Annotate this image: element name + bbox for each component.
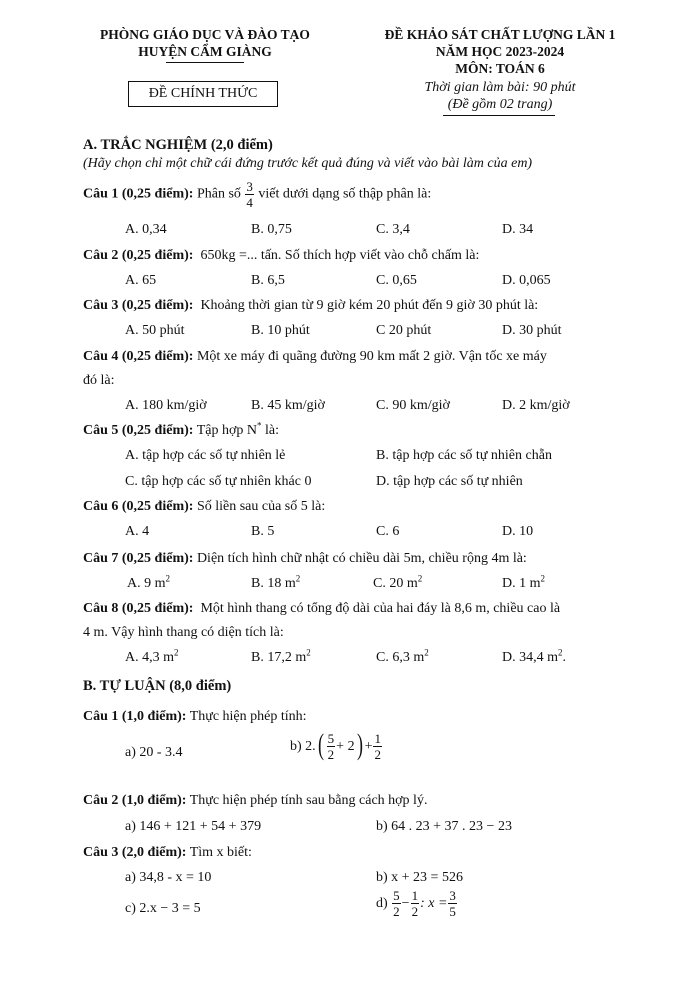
- option-b[interactable]: B. 6,5: [251, 273, 285, 288]
- fraction: $\frac{3}{4}$: [246, 179, 253, 210]
- option-a[interactable]: A. 0,34: [125, 222, 167, 237]
- option-c[interactable]: C. 6: [376, 524, 400, 539]
- option-c[interactable]: C. 6,3 $m^2$: [376, 647, 429, 665]
- question-label: Câu 8 (0,25 điểm):: [83, 601, 194, 616]
- department-name: PHÒNG GIÁO DỤC VÀ ĐÀO TẠO: [100, 27, 310, 42]
- question-text: Khoảng thời gian từ 9 giờ kém 20 phút đến 9 giờ 30 phút là:: [200, 298, 539, 313]
- question-4: [83, 349, 547, 365]
- question-text: Một hình thang có tổng độ dài của hai đáy là 8,6 m, chiều cao là: [200, 601, 561, 616]
- option-c[interactable]: C. 20 $m^2$: [373, 573, 423, 591]
- option-c[interactable]: C. 0,65: [376, 273, 417, 288]
- question-text: Tập hợp N*: [196, 420, 262, 438]
- option-b[interactable]: B. 45 km/giờ: [251, 398, 325, 413]
- option-d[interactable]: D. 1 $m^2$: [502, 573, 545, 591]
- district-underline: [166, 62, 244, 63]
- question-text: Thực hiện phép tính:: [189, 709, 307, 724]
- page-count-underline: [443, 115, 555, 116]
- question-label: Câu 2 (0,25 điểm):: [83, 248, 194, 263]
- option-a[interactable]: A. tập hợp các số tự nhiên lẻ: [125, 448, 286, 463]
- question-3: [83, 298, 538, 314]
- option-d[interactable]: D. 30 phút: [502, 323, 562, 338]
- essay-question-3: [83, 845, 252, 861]
- section-b-title: B. TỰ LUẬN (8,0 điểm): [83, 678, 232, 694]
- essay-part-a: a) 20 - 3.4: [125, 745, 183, 760]
- option-a[interactable]: A. 65: [125, 273, 157, 288]
- question-label: Câu 3 (2,0 điểm):: [83, 845, 187, 860]
- question-text: Thực hiện phép tính sau bằng cách hợp lý.: [189, 793, 428, 808]
- question-text: Diện tích hình chữ nhật có chiều dài 5m, chiều rộng 4m là:: [196, 551, 527, 566]
- question-text-line2: đó là:: [83, 373, 115, 388]
- option-b[interactable]: B. 17,2 $m^2$: [251, 647, 311, 665]
- question-7: [83, 551, 527, 567]
- option-d[interactable]: D. 34: [502, 222, 534, 237]
- left-paren: (: [317, 727, 324, 761]
- exam-title: ĐỀ KHẢO SÁT CHẤT LƯỢNG LẦN 1: [384, 27, 616, 42]
- option-c[interactable]: C 20 phút: [376, 323, 432, 338]
- option-a[interactable]: A. 180 km/giờ: [125, 398, 207, 413]
- question-5: [83, 420, 279, 439]
- essay-part-d: d) $\frac{5}{2}$ − $\frac{1}{2}$ : x = $\frac{3}{5}$: [376, 888, 456, 919]
- question-text: viết dưới dạng số thập phân là:: [258, 186, 432, 202]
- section-a-instruction: (Hãy chọn chỉ một chữ cái đứng trước kết quả đúng và viết vào bài làm của em): [83, 156, 533, 171]
- essay-question-1: [83, 709, 307, 725]
- superscript: *: [256, 420, 262, 431]
- question-text: Phân số: [196, 186, 241, 202]
- question-label: Câu 2 (1,0 điểm):: [83, 793, 187, 808]
- right-paren: ): [356, 727, 363, 761]
- essay-part-a: a) 146 + 121 + 54 + 379: [125, 819, 262, 834]
- essay-question-2: [83, 793, 427, 809]
- option-d[interactable]: D. 0,065: [502, 273, 551, 288]
- option-b[interactable]: B. 0,75: [251, 222, 292, 237]
- page-count: (Đề gồm 02 trang): [447, 97, 553, 112]
- option-c[interactable]: C. tập hợp các số tự nhiên khác 0: [125, 474, 312, 489]
- section-a-title: A. TRẮC NGHIỆM (2,0 điểm): [83, 137, 273, 153]
- fraction: $\frac{5}{2}$: [393, 888, 400, 919]
- question-1: [83, 180, 431, 209]
- fraction: $\frac{1}{2}$: [374, 731, 381, 762]
- option-d[interactable]: D. 10: [502, 524, 534, 539]
- question-label: Câu 7 (0,25 điểm):: [83, 551, 194, 566]
- essay-part-a: a) 34,8 - x = 10: [125, 870, 212, 885]
- option-d[interactable]: D. 34,4 $m^2$.: [502, 647, 566, 665]
- fraction: $\frac{5}{2}$: [327, 731, 335, 762]
- essay-part-b: b) 64 . 23 + 37 . 23 − 23: [376, 819, 512, 834]
- option-c[interactable]: C. 3,4: [376, 222, 410, 237]
- question-text: Số liền sau của số 5 là:: [196, 499, 326, 514]
- fraction: $\frac{1}{2}$: [411, 888, 419, 919]
- essay-part-c: c) 2.x − 3 = 5: [125, 901, 201, 916]
- option-c[interactable]: C. 90 km/giờ: [376, 398, 450, 413]
- option-b[interactable]: B. 18 $m^2$: [251, 573, 301, 591]
- question-8: [83, 601, 560, 617]
- question-text: 650kg =... tấn. Số thích hợp viết vào chỗ chấm là:: [200, 248, 480, 263]
- question-text: là:: [264, 423, 279, 438]
- question-label: Câu 1 (1,0 điểm):: [83, 709, 187, 724]
- question-label: Câu 6 (0,25 điểm):: [83, 499, 194, 514]
- option-a[interactable]: A. 4,3 $m^2$: [125, 647, 179, 665]
- question-2: [83, 248, 479, 264]
- question-6: [83, 499, 325, 515]
- option-b[interactable]: B. 5: [251, 524, 275, 539]
- subject: MÔN: TOÁN 6: [455, 61, 545, 76]
- option-a[interactable]: A. 4: [125, 524, 150, 539]
- school-year: NĂM HỌC 2023-2024: [435, 44, 565, 59]
- district-name: HUYỆN CẨM GIÀNG: [138, 44, 272, 59]
- essay-part-b: b) x + 23 = 526: [376, 870, 463, 885]
- question-text: Tìm x biết:: [189, 845, 252, 860]
- question-label: Câu 5 (0,25 điểm):: [83, 423, 194, 438]
- option-b[interactable]: B. tập hợp các số tự nhiên chẵn: [376, 448, 552, 463]
- question-label: Câu 4 (0,25 điểm):: [83, 349, 194, 364]
- option-a[interactable]: A. 9 $m^2$: [127, 573, 170, 591]
- official-exam-box: ĐỀ CHÍNH THỨC: [128, 81, 278, 107]
- question-label: Câu 3 (0,25 điểm):: [83, 298, 194, 313]
- question-label: Câu 1 (0,25 điểm):: [83, 186, 194, 202]
- option-b[interactable]: B. 10 phút: [251, 323, 310, 338]
- fraction: $\frac{3}{5}$: [449, 888, 456, 919]
- option-a[interactable]: A. 50 phút: [125, 323, 185, 338]
- essay-part-b: b) 2. ( $\frac{5}{2}$ + 2 ) + $\frac{1}{2}$: [290, 727, 381, 762]
- option-d[interactable]: D. tập hợp các số tự nhiên: [376, 474, 523, 489]
- question-text: Một xe máy đi quãng đường 90 km mất 2 giờ. Vận tốc xe máy: [196, 349, 547, 364]
- question-text-line2: 4 m. Vậy hình thang có diện tích là:: [83, 625, 284, 640]
- exam-time: Thời gian làm bài: 90 phút: [424, 80, 576, 95]
- option-d[interactable]: D. 2 km/giờ: [502, 398, 570, 413]
